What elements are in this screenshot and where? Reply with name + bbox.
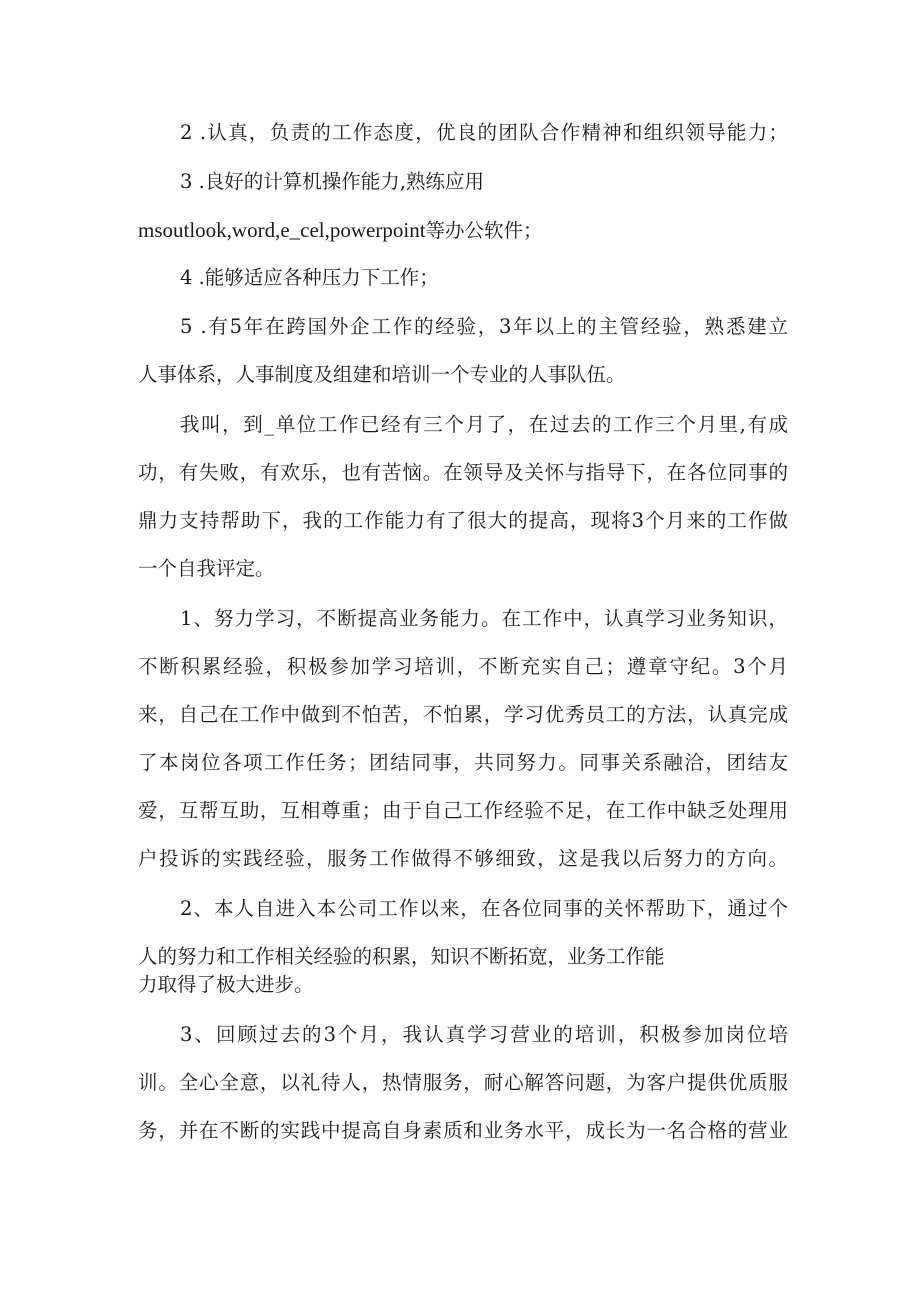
- text-line-16: 户投诉的实践经验，服务工作做得不够细致，这是我以后努力的方向。: [138, 847, 788, 870]
- text-line-12: 不断积累经验，积极参加学习培训，不断充实自己；遵章守纪。3个月: [138, 655, 788, 678]
- text-line-6: 人事体系，人事制度及组建和培训一个专业的人事队伍。: [138, 363, 626, 386]
- text-line-15: 爱，互帮互助，互相尊重；由于自己工作经验不足，在工作中缺乏处理用: [138, 799, 788, 822]
- text-line-5: 5 .有5年在跨国外企工作的经验，3年以上的主管经验，熟悉建立: [180, 315, 788, 338]
- text-line-2: 3 .良好的计算机操作能力,熟练应用: [180, 170, 485, 193]
- text-line-7: 我叫，到_单位工作已经有三个月了，在过去的工作三个月里,有成: [180, 413, 788, 436]
- software-list-suffix: 等办公软件；: [425, 219, 543, 242]
- software-list: msoutlook,word,e_cel,powerpoint: [138, 218, 426, 242]
- text-line-8: 功，有失败，有欢乐，也有苦恼。在领导及关怀与指导下，在各位同事的: [138, 461, 788, 484]
- text-line-14: 了本岗位各项工作任务；团结同事，共同努力。同事关系融洽，团结友: [138, 751, 788, 774]
- text-line-13: 来，自己在工作中做到不怕苦，不怕累，学习优秀员工的方法，认真完成: [138, 703, 788, 726]
- text-line-18: 人的努力和工作相关经验的积累，知识不断拓宽，业务工作能: [138, 945, 665, 968]
- text-line-22: 务，并在不断的实践中提高自身素质和业务水平，成长为一名合格的营业: [138, 1119, 788, 1142]
- text-line-9: 鼎力支持帮助下，我的工作能力有了很大的提高，现将3个月来的工作做: [138, 509, 788, 532]
- text-line-19: 力取得了极大进步。: [138, 973, 314, 996]
- text-line-20: 3、回顾过去的3个月，我认真学习营业的培训，积极参加岗位培: [180, 1023, 788, 1046]
- text-line-10: 一个自我评定。: [138, 557, 275, 580]
- text-line-1: 2 .认真，负责的工作态度，优良的团队合作精神和组织领导能力；: [180, 121, 788, 144]
- text-line-4: 4 .能够适应各种压力下工作；: [180, 266, 439, 289]
- text-line-3: [138, 215, 788, 246]
- text-line-11: 1、努力学习，不断提高业务能力。在工作中，认真学习业务知识，: [180, 607, 788, 630]
- text-line-21: 训。全心全意，以礼待人，热情服务，耐心解答问题，为客户提供优质服: [138, 1071, 788, 1094]
- text-line-17: 2、本人自进入本公司工作以来，在各位同事的关怀帮助下，通过个: [180, 897, 788, 920]
